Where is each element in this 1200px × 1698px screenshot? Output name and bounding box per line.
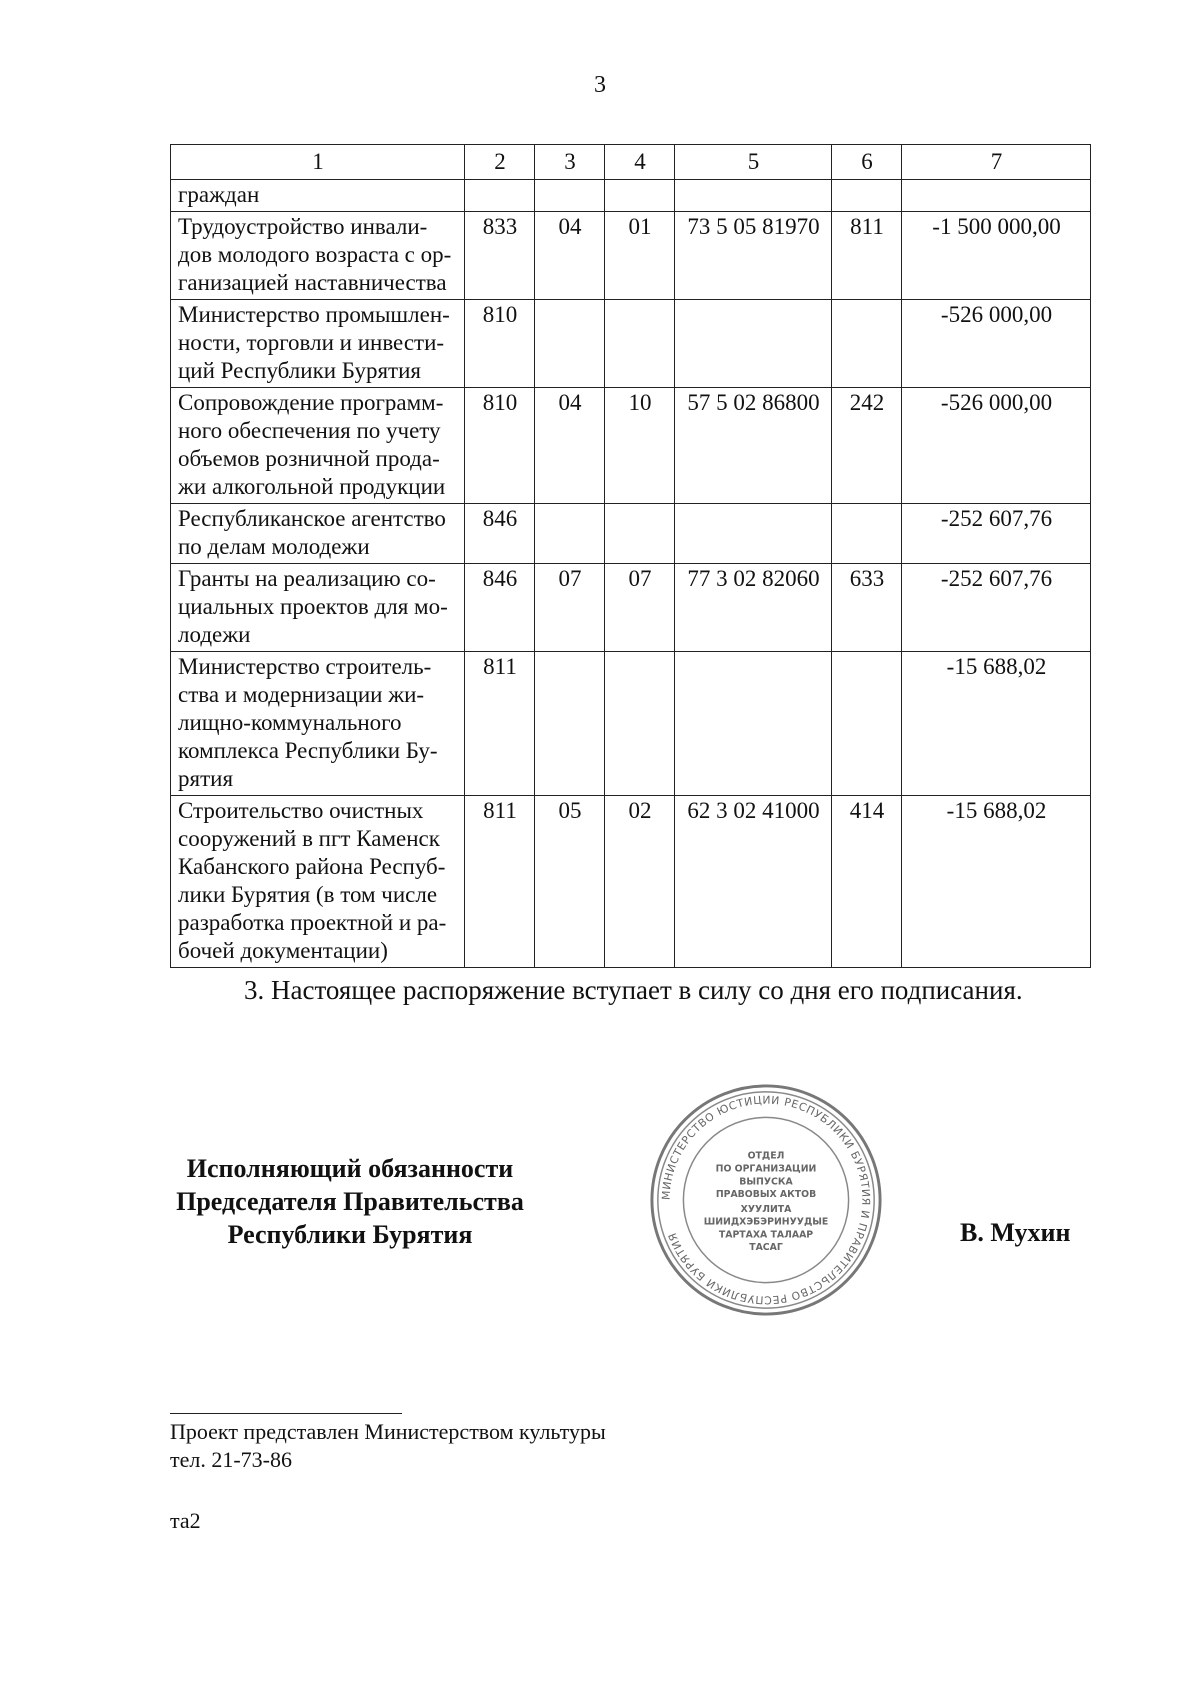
name-line: лищно-коммунального bbox=[178, 710, 402, 735]
name-line: Строительство очистных bbox=[178, 798, 424, 823]
footnote-line: Проект представлен Министерством культуры bbox=[170, 1419, 606, 1444]
name-cell bbox=[171, 300, 465, 388]
column-header: 5 bbox=[675, 145, 832, 180]
code-cell: 810 bbox=[465, 300, 535, 388]
code-cell: 846 bbox=[465, 504, 535, 564]
table-row bbox=[171, 564, 1091, 652]
expense-type-cell: 242 bbox=[832, 388, 902, 504]
seal-center-line: ТАРТАХА ТАЛААР bbox=[718, 1229, 814, 1241]
amount-cell: -526 000,00 bbox=[902, 300, 1091, 388]
name-line: сооружений в пгт Каменск bbox=[178, 826, 440, 851]
official-seal-stamp bbox=[648, 1082, 884, 1318]
table-row bbox=[171, 504, 1091, 564]
code-cell: 846 bbox=[465, 564, 535, 652]
name-line: по делам молодежи bbox=[178, 534, 370, 559]
name-cell bbox=[171, 504, 465, 564]
page-number: 3 bbox=[594, 72, 606, 98]
column-header: 1 bbox=[171, 145, 465, 180]
section-cell bbox=[535, 504, 605, 564]
seal-center-line: ОТДЕЛ bbox=[747, 1150, 785, 1162]
name-line: Сопровождение программ- bbox=[178, 390, 444, 415]
column-header: 7 bbox=[902, 145, 1091, 180]
name-line: Трудоустройство инвали- bbox=[178, 214, 428, 239]
target-article-cell bbox=[675, 300, 832, 388]
table-row bbox=[171, 212, 1091, 300]
name-cell bbox=[171, 796, 465, 968]
table-row-continuation bbox=[171, 180, 1091, 212]
table-row bbox=[171, 300, 1091, 388]
target-article-cell bbox=[675, 652, 832, 796]
subsection-cell bbox=[605, 300, 675, 388]
amount-cell: -252 607,76 bbox=[902, 564, 1091, 652]
subsection-cell bbox=[605, 652, 675, 796]
document-code: та2 bbox=[170, 1508, 201, 1533]
table-row bbox=[171, 388, 1091, 504]
name-cell bbox=[171, 564, 465, 652]
subsection-cell: 07 bbox=[605, 564, 675, 652]
seal-outer-text: МИНИСТЕРСТВО ЮСТИЦИИ РЕСПУБЛИКИ БУРЯТИЯ И ПРАВИТЕЛЬСТВО РЕСПУБЛИКИ БУРЯТИЯ bbox=[659, 1093, 873, 1307]
section-cell bbox=[535, 652, 605, 796]
code-cell: 811 bbox=[465, 796, 535, 968]
code-cell: 810 bbox=[465, 388, 535, 504]
name-cell bbox=[171, 212, 465, 300]
effective-date-clause: 3. Настоящее распоряжение вступает в силу со дня его подписания. bbox=[244, 975, 1023, 1005]
name-line: объемов розничной прода- bbox=[178, 446, 440, 471]
code-cell: 833 bbox=[465, 212, 535, 300]
name-cell bbox=[171, 652, 465, 796]
amount-cell: -15 688,02 bbox=[902, 796, 1091, 968]
footnote-divider bbox=[170, 1413, 402, 1414]
table-row bbox=[171, 652, 1091, 796]
name-line: ций Республики Бурятия bbox=[178, 358, 421, 383]
target-article-cell bbox=[675, 504, 832, 564]
name-line: рятия bbox=[178, 766, 234, 791]
expense-type-cell bbox=[832, 504, 902, 564]
expense-type-cell bbox=[832, 300, 902, 388]
section-cell bbox=[535, 300, 605, 388]
name-cell bbox=[171, 388, 465, 504]
subsection-cell: 10 bbox=[605, 388, 675, 504]
column-header: 4 bbox=[605, 145, 675, 180]
name-line: лодежи bbox=[178, 622, 251, 647]
seal-center-line: ПО ОРГАНИЗАЦИИ bbox=[715, 1163, 817, 1175]
column-header: 2 bbox=[465, 145, 535, 180]
name-line: ности, торговли и инвести- bbox=[178, 330, 445, 355]
name-line: Министерство промышлен- bbox=[178, 302, 450, 327]
name-line: ганизацией наставничества bbox=[178, 270, 447, 295]
subsection-cell: 01 bbox=[605, 212, 675, 300]
name-line: циальных проектов для мо- bbox=[178, 594, 448, 619]
signer-title bbox=[150, 1152, 550, 1251]
target-article-cell: 77 3 02 82060 bbox=[675, 564, 832, 652]
signer-name: В. Мухин bbox=[960, 1218, 1071, 1247]
column-header: 6 bbox=[832, 145, 902, 180]
expense-type-cell: 633 bbox=[832, 564, 902, 652]
seal-center-line: ПРАВОВЫХ АКТОВ bbox=[715, 1189, 817, 1201]
subsection-cell: 02 bbox=[605, 796, 675, 968]
table-row bbox=[171, 796, 1091, 968]
section-cell: 04 bbox=[535, 212, 605, 300]
section-cell: 05 bbox=[535, 796, 605, 968]
name-line: Республиканское агентство bbox=[178, 506, 446, 531]
section-cell: 07 bbox=[535, 564, 605, 652]
amount-cell: -252 607,76 bbox=[902, 504, 1091, 564]
target-article-cell: 57 5 02 86800 bbox=[675, 388, 832, 504]
signer-title-line: Исполняющий обязанности bbox=[186, 1154, 514, 1183]
subsection-cell bbox=[605, 504, 675, 564]
footnote bbox=[170, 1418, 606, 1474]
amount-cell: -526 000,00 bbox=[902, 388, 1091, 504]
name-line: бочей документации) bbox=[178, 938, 388, 963]
column-header: 3 bbox=[535, 145, 605, 180]
target-article-cell: 73 5 05 81970 bbox=[675, 212, 832, 300]
name-line: ства и модернизации жи- bbox=[178, 682, 425, 707]
name-line: лики Бурятия (в том числе bbox=[178, 882, 438, 907]
table-header-row bbox=[171, 145, 1091, 180]
name-line: комплекса Республики Бу- bbox=[178, 738, 438, 763]
name-line: дов молодого возраста с ор- bbox=[178, 242, 452, 267]
code-cell: 811 bbox=[465, 652, 535, 796]
name-line: Гранты на реализацию со- bbox=[178, 566, 436, 591]
signer-title-line: Республики Бурятия bbox=[227, 1220, 473, 1249]
seal-center-line: ШИИДХЭБЭРИНУУДЫЕ bbox=[703, 1216, 829, 1228]
section-cell: 04 bbox=[535, 388, 605, 504]
table-body bbox=[171, 180, 1091, 968]
budget-table bbox=[170, 144, 1091, 968]
seal-center-line: ХУУЛИТА bbox=[740, 1203, 792, 1215]
name-line: Министерство строитель- bbox=[178, 654, 432, 679]
expense-type-cell: 811 bbox=[832, 212, 902, 300]
continuation-cell: граждан bbox=[171, 180, 465, 212]
name-line: Кабанского района Респуб- bbox=[178, 854, 446, 879]
target-article-cell: 62 3 02 41000 bbox=[675, 796, 832, 968]
seal-center-line: ТАСАГ bbox=[749, 1242, 783, 1254]
name-line: разработка проектной и ра- bbox=[178, 910, 447, 935]
expense-type-cell: 414 bbox=[832, 796, 902, 968]
amount-cell: -1 500 000,00 bbox=[902, 212, 1091, 300]
amount-cell: -15 688,02 bbox=[902, 652, 1091, 796]
signer-title-line: Председателя Правительства bbox=[176, 1187, 524, 1216]
name-line: ного обеспечения по учету bbox=[178, 418, 441, 443]
expense-type-cell bbox=[832, 652, 902, 796]
footnote-line: тел. 21-73-86 bbox=[170, 1447, 293, 1472]
seal-center-line: ВЫПУСКА bbox=[739, 1176, 793, 1188]
name-line: жи алкогольной продукции bbox=[178, 474, 446, 499]
